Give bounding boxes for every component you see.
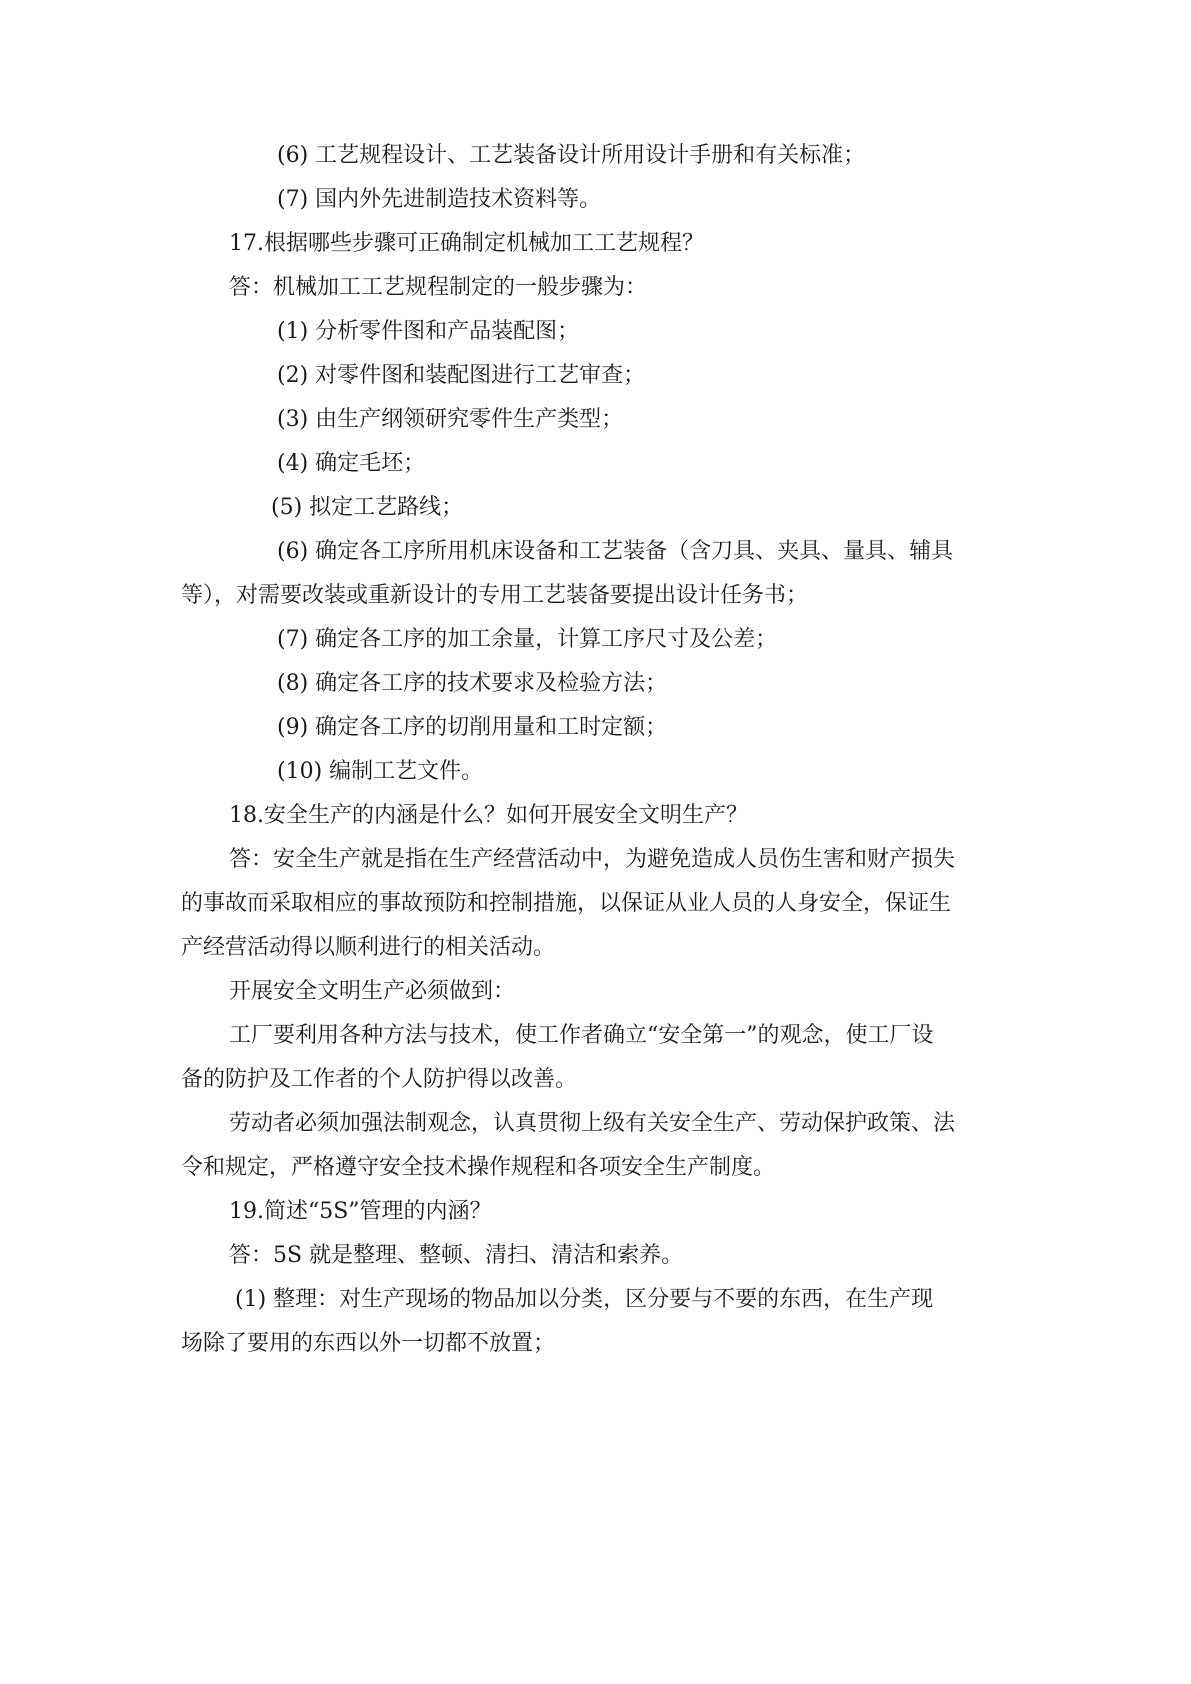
question-17: 17.根据哪些步骤可正确制定机械加工工艺规程？ — [229, 231, 704, 256]
answer-18-line-2: 的事故而采取相应的事故预防和控制措施，以保证从业人员的人身安全，保证生 — [181, 891, 952, 916]
step-5: (5) 拟定工艺路线； — [271, 495, 464, 520]
step-3: (3) 由生产纲领研究零件生产类型； — [277, 407, 624, 432]
safety-paragraph-2-line-1: 劳动者必须加强法制观念，认真贯彻上级有关安全生产、劳动保护政策、法 — [229, 1111, 956, 1136]
question-18: 18.安全生产的内涵是什么？如何开展安全文明生产？ — [229, 803, 748, 828]
step-10: (10) 编制工艺文件。 — [277, 759, 484, 784]
step-8: (8) 确定各工序的技术要求及检验方法； — [277, 671, 668, 696]
step-6-line-2: 等），对需要改装或重新设计的专用工艺装备要提出设计任务书； — [181, 583, 809, 608]
5s-item-1-line-2: 场除了要用的东西以外一切都不放置； — [181, 1331, 556, 1356]
safety-requirements-heading: 开展安全文明生产必须做到： — [229, 979, 516, 1004]
step-4: (4) 确定毛坯； — [277, 451, 426, 476]
answer-17-intro: 答：机械加工工艺规程制定的一般步骤为： — [229, 275, 648, 300]
step-1: (1) 分析零件图和产品装配图； — [277, 319, 580, 344]
list-item-resource-6: (6) 工艺规程设计、工艺装备设计所用设计手册和有关标准； — [277, 143, 866, 168]
safety-paragraph-1-line-1: 工厂要利用各种方法与技术，使工作者确立“安全第一”的观念，使工厂设 — [229, 1023, 934, 1048]
step-7: (7) 确定各工序的加工余量，计算工序尺寸及公差； — [277, 627, 778, 652]
answer-18-line-1: 答：安全生产就是指在生产经营活动中，为避免造成人员伤生害和财产损失 — [229, 847, 956, 872]
question-19: 19.简述“5S”管理的内涵？ — [229, 1199, 492, 1224]
safety-paragraph-1-line-2: 备的防护及工作者的个人防护得以改善。 — [181, 1067, 578, 1092]
5s-item-1-line-1: (1) 整理：对生产现场的物品加以分类，区分要与不要的东西，在生产现 — [235, 1287, 934, 1312]
list-item-resource-7: (7) 国内外先进制造技术资料等。 — [277, 187, 602, 212]
answer-18-line-3: 产经营活动得以顺利进行的相关活动。 — [181, 935, 556, 960]
safety-paragraph-2-line-2: 令和规定，严格遵守安全技术操作规程和各项安全生产制度。 — [181, 1155, 776, 1180]
answer-19-intro: 答：5S 就是整理、整顿、清扫、清洁和索养。 — [229, 1243, 684, 1268]
step-2: (2) 对零件图和装配图进行工艺审查； — [277, 363, 646, 388]
step-6-line-1: (6) 确定各工序所用机床设备和工艺装备（含刀具、夹具、量具、辅具 — [277, 539, 954, 564]
step-9: (9) 确定各工序的切削用量和工时定额； — [277, 715, 668, 740]
